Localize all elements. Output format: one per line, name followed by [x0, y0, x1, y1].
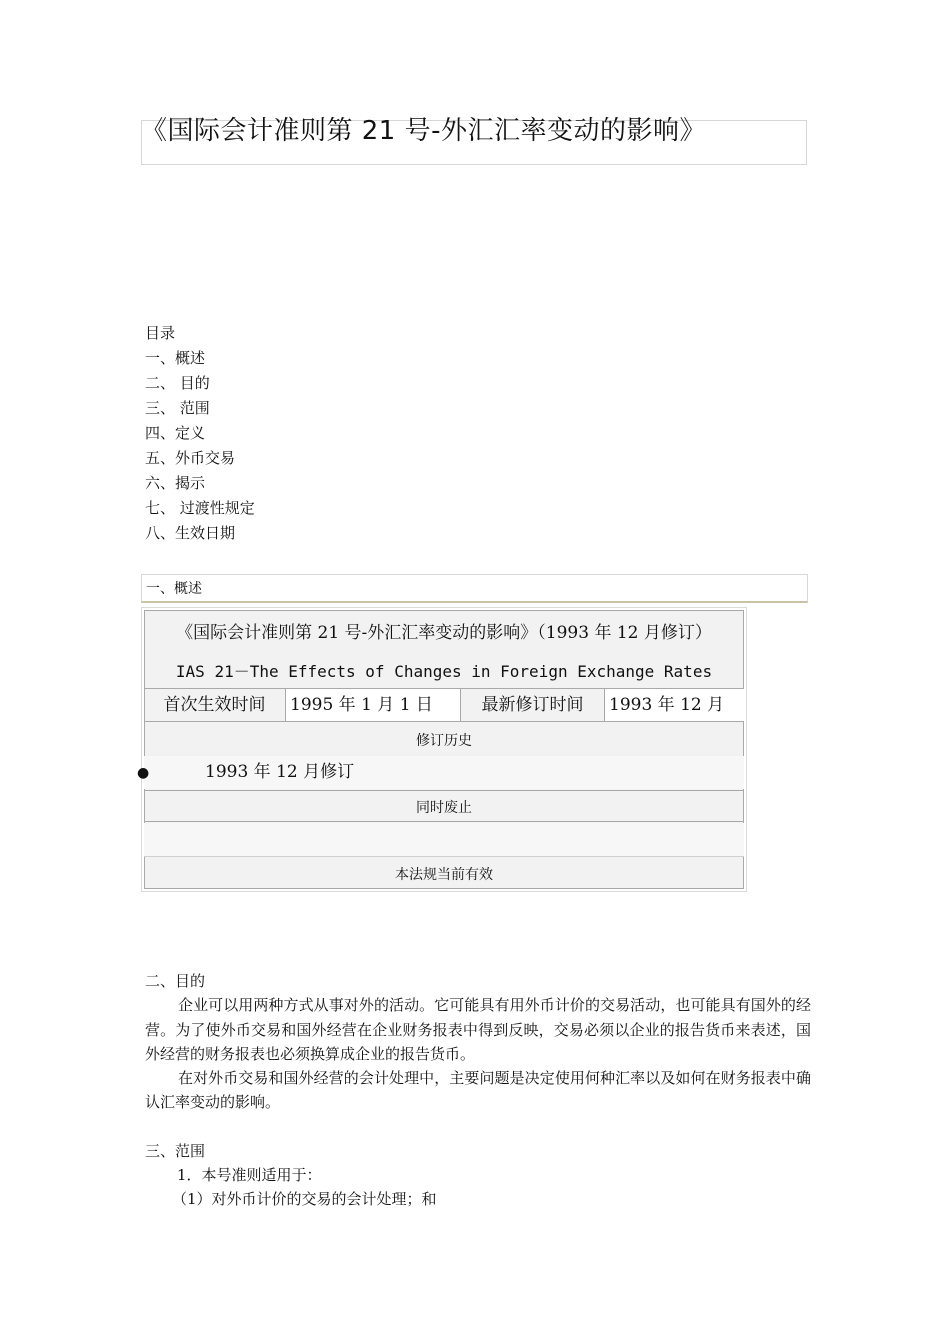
- toc-item[interactable]: 五、外币交易: [145, 449, 236, 467]
- purpose-heading: 二、目的: [145, 972, 206, 990]
- purpose-paragraph: 在对外币交易和国外经营的会计处理中，主要问题是决定使用何种汇率以及如何在财务报表中确认汇率变动的影响。: [145, 1069, 811, 1112]
- toc-item[interactable]: 六、揭示: [145, 474, 206, 492]
- scope-heading: 三、范围: [145, 1141, 206, 1160]
- toc-item[interactable]: 四、定义: [145, 424, 206, 442]
- abolished-label: 同时废止: [144, 790, 744, 822]
- purpose-paragraph: 企业可以用两种方式从事对外的活动。它可能具有用外币计价的交易活动，也可能具有国外的经营。为了使外币交易和国外经营在企业财务报表中得到反映，交易必须以企业的报告货币来表述，国外经营的财务报表也必须换算成企业的报告货币。: [145, 996, 811, 1063]
- status-text: 本法规当前有效: [144, 856, 744, 888]
- first-effective-value: 1995 年 1 月 1 日: [285, 689, 460, 721]
- bullet-dot: ●: [137, 765, 150, 781]
- document-title: 《国际会计准则第 21 号-外汇汇率变动的影响》: [141, 116, 706, 146]
- standard-name-cn: 《国际会计准则第 21 号-外汇汇率变动的影响》（1993 年 12 月修订）: [176, 623, 712, 643]
- toc-item[interactable]: 七、 过渡性规定: [145, 499, 255, 517]
- toc-item[interactable]: 一、概述: [145, 349, 206, 367]
- abolished-value: [144, 823, 744, 856]
- toc-item[interactable]: 三、 范围: [145, 399, 210, 417]
- latest-revision-value: 1993 年 12 月: [604, 689, 744, 721]
- overview-heading: 一、概述: [141, 574, 808, 603]
- toc-item[interactable]: 八、生效日期: [145, 524, 236, 542]
- scope-item: 1．本号准则适用于：: [177, 1166, 322, 1185]
- dates-row: [144, 688, 744, 722]
- document-body: [145, 969, 811, 1212]
- table-of-contents: [145, 321, 255, 546]
- revision-history-item: 1993 年 12 月修订: [144, 756, 744, 789]
- toc-item[interactable]: 二、 目的: [145, 374, 210, 392]
- toc-heading: 目录: [145, 324, 176, 342]
- revision-history-label: 修订历史: [416, 733, 472, 749]
- scope-subitem: （1）对外币计价的交易的会计处理；和: [172, 1190, 437, 1209]
- first-effective-label: 首次生效时间: [163, 695, 266, 715]
- standard-name-en: IAS 21－The Effects of Changes in Foreign Exchange Rates: [175, 662, 713, 681]
- latest-revision-label: 最新修订时间: [460, 689, 604, 721]
